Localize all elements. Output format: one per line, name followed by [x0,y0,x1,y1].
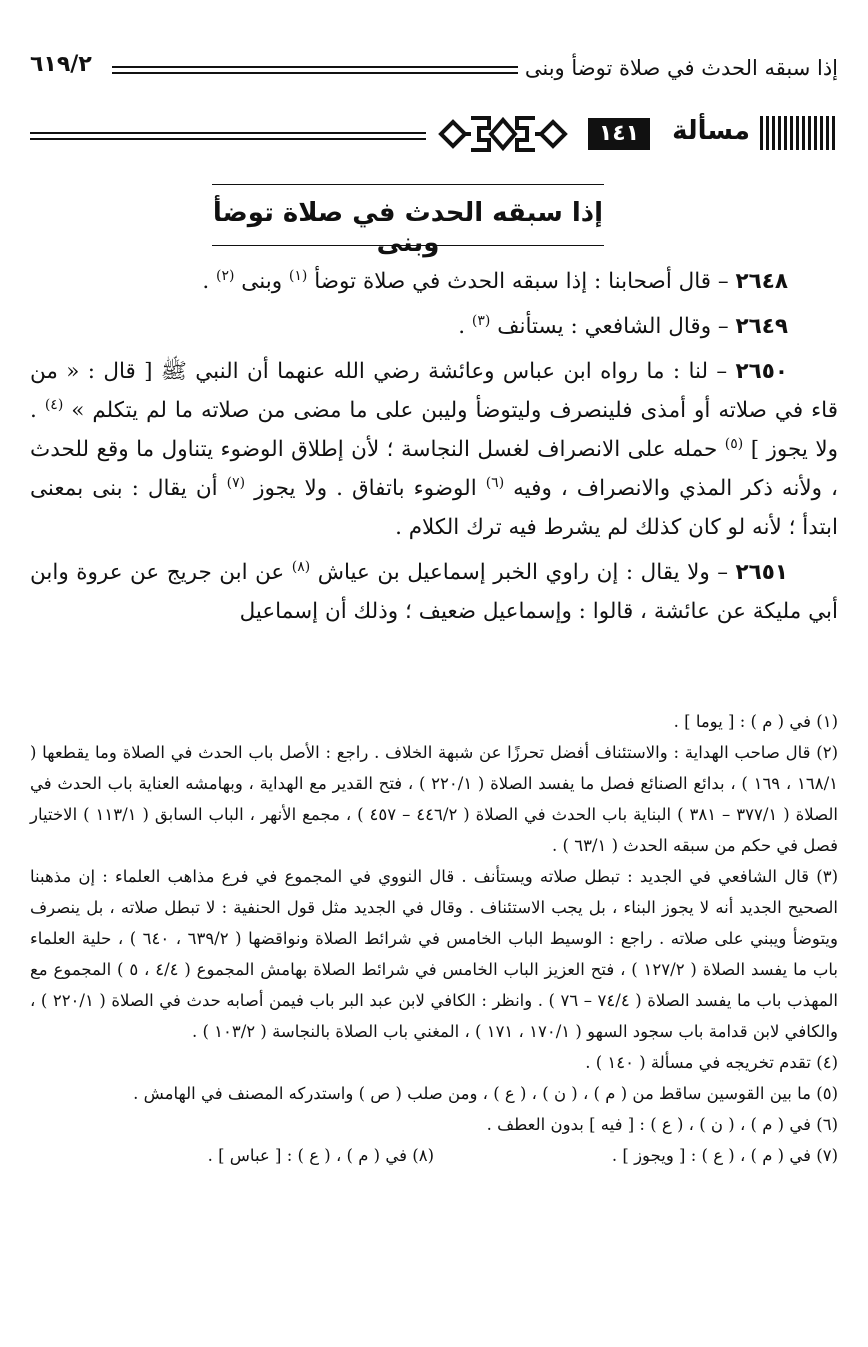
header-rule [112,66,518,74]
banner-rule [30,132,426,140]
footnote-ref: (٧) [226,474,246,491]
text-run: . [202,269,216,294]
running-title: إذا سبقه الحدث في صلاة توضأ وبنى [524,56,838,80]
footnote: (٢) قال صاحب الهداية : والاستئناف أفضل تحرزًا عن شبهة الخلاف . راجع : الأصل باب الحدث في الصلاة وما يقطعها ( ١٦٨/١ ، ١٦٩ ) ، بدائع الصنائع فصل ما يفسد الصلاة ( ٢٢٠/١ ) ، فتح القدير مع الهداية ، وبهامشه العناية باب الحدث في الصلاة ( ٣٧٧/١ – ٣٨١ ) البناية باب الحدث في الصلاة ( ٤٤٦/٢ – ٤٥٧ ) ، مجمع الأنهر ، الباب السابق ( ١١٣/١ ) الاختيار فصل في حكم من سبقه الحدث ( ٦٣/١ ) . [30,743,838,855]
paragraph [30,262,838,301]
paragraph-number: ٢٦٥٠ [735,359,788,384]
paragraph-number: ٢٦٤٨ [735,269,788,294]
footnote-ref: (٤) [44,396,64,413]
footnote: (٣) قال الشافعي في الجديد : تبطل صلاته ويستأنف . قال النووي في المجموع في فرع مذاهب العلماء : إن مذهبنا الصحيح الجديد أنه لا يجوز البناء ، بل يجب الاستئناف . وقال في الجديد مثل قول الحنفية : لا تبطل صلاته ، بل ينصرف ويتوضأ ويبني على صلاته . راجع : الوسيط الباب الخامس في شرائط الصلاة ونواقضها ( ٦٣٩/٢ ، ٦٤٠ ) ، حلية العلماء باب ما يفسد الصلاة ( ١٢٧/٢ ) ، فتح العزيز الباب الخامس في شرائط الصلاة بهامش المجموع ( ٤/٤ ، ٥ ) المجموع مع المهذب باب ما يفسد الصلاة ( ٧٤/٤ – ٧٦ ) . وانظر : الكافي لابن عبد البر باب فيمن أصابه حدث في الصلاة ( ٢٢٠/١ ) ، والكافي لابن قدامة باب سجود السهو ( ١٧٠/١ ، ١٧١ ) ، المغني باب الصلاة بالنجاسة ( ١٠٣/٢ ) . [30,867,838,1041]
chapter-heading [212,176,604,258]
footnote-ref: (١) [288,267,308,284]
text-run: – وقال الشافعي : يستأنف [490,314,736,339]
paragraph [30,352,838,547]
paragraph-number: ٢٦٤٩ [735,314,788,339]
footnotes [30,706,838,1171]
text-run: الوضوء باتفاق . ولا يجوز [245,476,486,501]
footnote-ref: (٥) [724,435,744,452]
text-run: . ولا يجوز ] [30,398,839,462]
footnote: (٧) في ( م ) ، ( ع ) : [ ويجوز ] . [611,1146,838,1165]
decorative-bars [760,116,838,150]
text-run: . [458,314,472,339]
chapter-title: إذا سبقه الحدث في صلاة توضأ وبنى [212,198,604,258]
heading-top-rule [212,184,604,185]
ornament-icon [431,112,576,156]
masala-label: مسألة [672,116,750,146]
paragraph [30,553,838,631]
page-number: ٦١٩/٢ [30,52,92,77]
paragraph-number: ٢٦٥١ [735,560,788,585]
text-run: وبنى [234,269,289,294]
text-run: أن يقال : بنى بمعنى ابتدأ ؛ لأنه لو كان كذلك لم يشرط فيه ترك الكلام . [30,476,838,540]
footnote: (٥) ما بين القوسين ساقط من ( م ) ، ( ن ) ، ( ع ) ، ومن صلب ( ص ) واستدركه المصنف في الهامش . [133,1084,838,1103]
text-run: – ولا يقال : إن راوي الخبر إسماعيل بن عياش [310,560,736,585]
text-run: عن ابن جريج عن عروة وابن أبي مليكة عن عائشة ، قالوا : وإسماعيل ضعيف ؛ وذلك أن إسماعيل [30,560,838,624]
footnote-ref: (٢) [216,267,235,284]
footnote-ref: (٨) [291,558,311,575]
footnote: (٤) تقدم تخريجه في مسألة ( ١٤٠ ) . [585,1053,838,1072]
footnote-ref: (٦) [485,474,505,491]
masala-number: ١٤١ [588,118,650,150]
body-text [30,262,838,637]
footnote: (٨) في ( م ) ، ( ع ) : [ عباس ] . [207,1146,434,1165]
text-run: – لنا : ما رواه ابن عباس وعائشة رضي الله عنهما أن النبي ﷺ [ قال : « من قاء في صلاته أو أمذى فلينصرف وليتوضأ وليبن على ما مضى من صلاته ما لم يتكلم » [30,359,839,423]
footnote: (١) في ( م ) : [ يوما ] . [673,712,838,731]
running-header [30,52,838,92]
heading-bottom-rule [212,245,604,246]
text-run: – قال أصحابنا : إذا سبقه الحدث في صلاة توضأ [307,269,736,294]
masala-banner [30,112,838,158]
footnote-row [30,1140,838,1171]
paragraph [30,307,838,346]
footnote: (٦) في ( م ) ، ( ن ) ، ( ع ) : [ فيه ] بدون العطف . [486,1115,838,1134]
text-run: حمله على الانصراف لغسل النجاسة ؛ لأن إطلاق الوضوء يتناول ما وقع للحدث ، ولأنه ذكر المذي والانصراف ، وفيه [30,437,838,501]
footnote-ref: (٣) [471,312,491,329]
